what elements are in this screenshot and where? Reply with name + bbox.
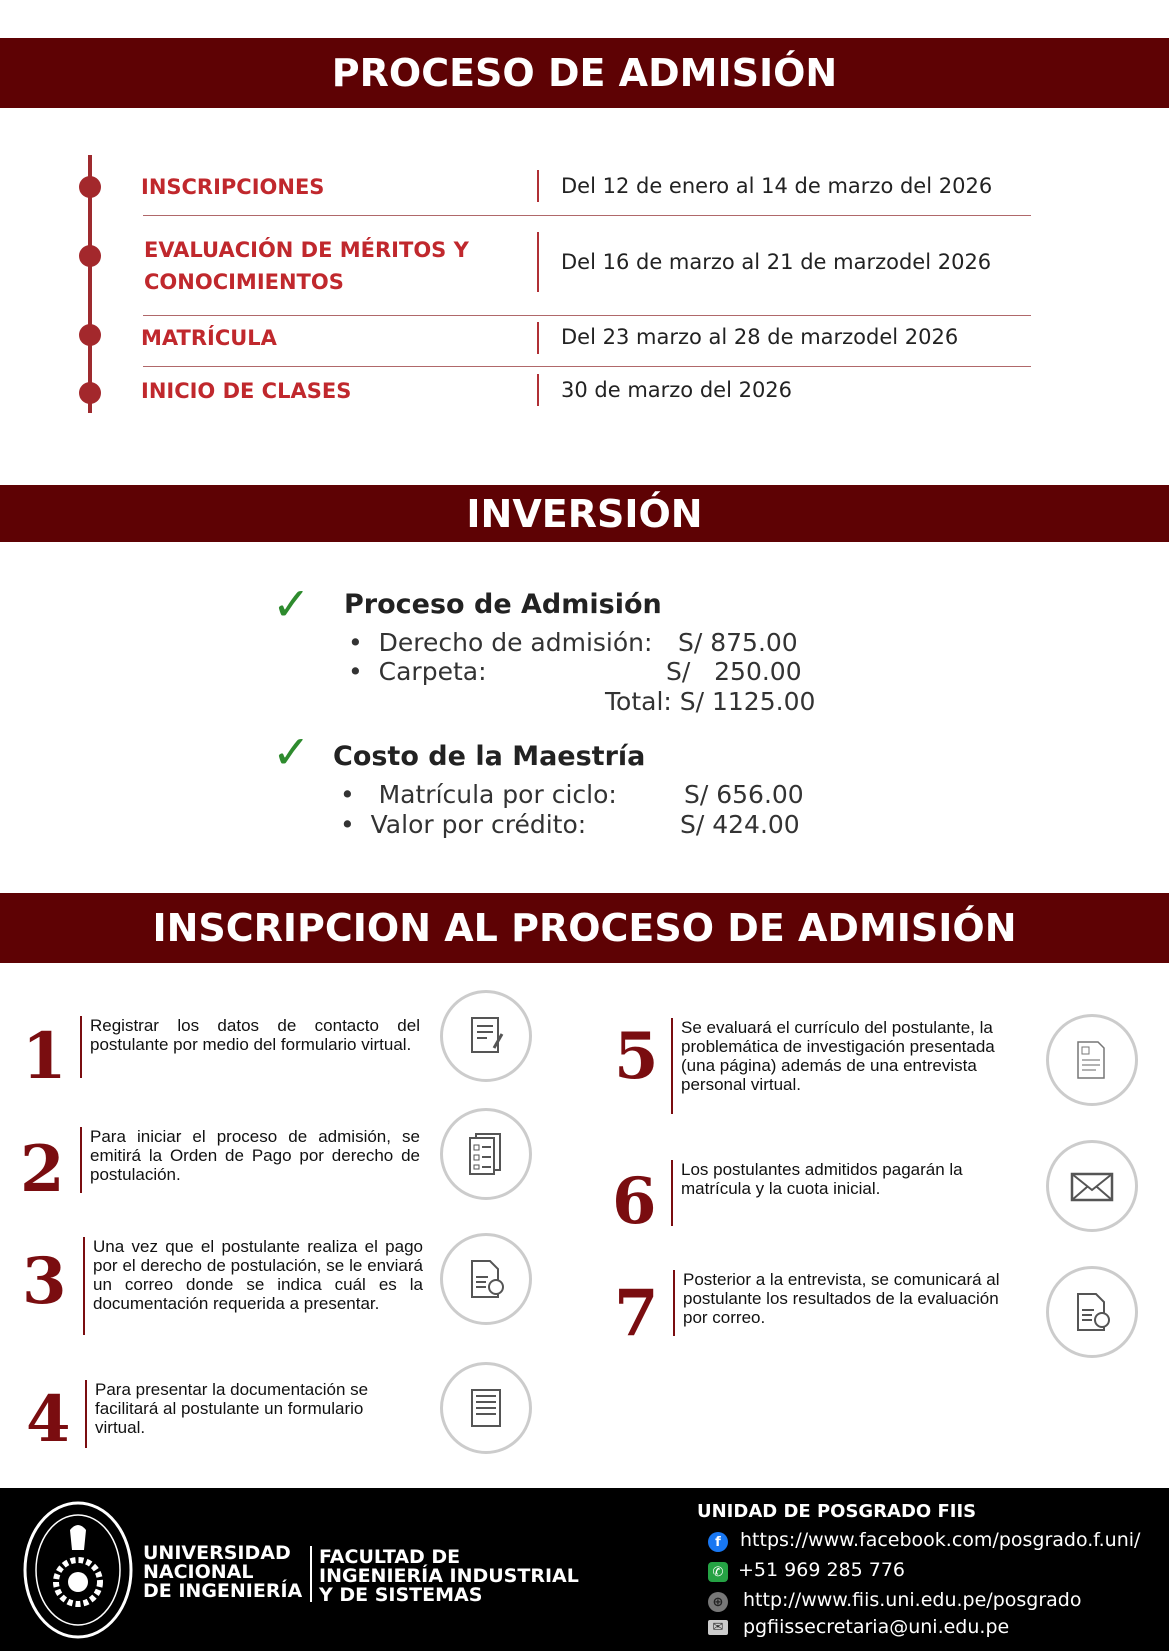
facebook-link[interactable]: https://www.facebook.com/posgrado.f.uni/ <box>740 1529 1141 1551</box>
divider <box>143 315 1031 316</box>
email-link[interactable]: pgfiissecretaria@uni.edu.pe <box>743 1616 1010 1638</box>
item-amount: S/ 875.00 <box>678 628 798 657</box>
timeline-dot <box>79 324 101 346</box>
section-header-admision: PROCESO DE ADMISIÓN <box>0 38 1169 108</box>
item-amount: S/ 424.00 <box>680 810 800 839</box>
timeline-value: Del 12 de enero al 14 de marzo del 2026 <box>561 174 993 198</box>
contact-title: UNIDAD DE POSGRADO FIIS <box>697 1501 977 1522</box>
checklist-icon <box>440 1108 532 1200</box>
section-header-inversion: INVERSIÓN <box>0 485 1169 542</box>
step-text: Para presentar la documentación se facilitará al postulante un formulario virtual. <box>85 1380 385 1448</box>
list-item: • Carpeta: <box>348 657 487 686</box>
divider <box>537 232 539 292</box>
item-label: Valor por crédito: <box>370 810 587 839</box>
timeline-label: INSCRIPCIONES <box>141 175 325 199</box>
globe-icon: ⊕ <box>708 1592 728 1612</box>
list-item: • Matrícula por ciclo: <box>340 780 617 809</box>
text-line: FACULTAD DE <box>319 1546 461 1568</box>
whatsapp-icon: ✆ <box>708 1562 728 1582</box>
text-line: DE INGENIERÍA <box>143 1580 303 1602</box>
timeline-value: Del 16 de marzo al 21 de marzodel 2026 <box>561 250 992 274</box>
form-edit-icon <box>440 990 532 1082</box>
university-name <box>143 1544 302 1601</box>
item-label: Carpeta: <box>378 657 487 686</box>
step-number: 1 <box>22 1019 67 1094</box>
university-seal-icon <box>22 1500 134 1640</box>
facebook-icon: f <box>708 1532 728 1552</box>
divider <box>537 170 539 202</box>
step-number: 3 <box>22 1244 67 1319</box>
timeline-label: MATRÍCULA <box>141 326 277 350</box>
item-amount: S/ 656.00 <box>684 780 804 809</box>
text-line: Y DE SISTEMAS <box>319 1584 483 1606</box>
step-text: Registrar los datos de contacto del postulante por medio del formulario virtual. <box>80 1016 420 1078</box>
invoice-icon <box>440 1233 532 1325</box>
step-text: Posterior a la entrevista, se comunicará al postulante los resultados de la evaluación por correo. <box>673 1270 1023 1336</box>
web-link[interactable]: http://www.fiis.uni.edu.pe/posgrado <box>743 1589 1082 1611</box>
total: Total: S/ 1125.00 <box>605 687 816 716</box>
timeline-label: EVALUACIÓN DE MÉRITOS Y CONOCIMIENTOS <box>144 238 469 294</box>
check-icon: ✓ <box>272 725 311 779</box>
inversion-maestria-title: Costo de la Maestría <box>333 741 646 772</box>
divider <box>143 215 1031 216</box>
list-item: • Valor por crédito: <box>340 810 587 839</box>
step-number: 5 <box>614 1019 659 1094</box>
envelope-icon <box>1046 1140 1138 1232</box>
timeline-dot <box>79 382 101 404</box>
online-form-icon <box>440 1362 532 1454</box>
item-amount: S/ 250.00 <box>666 657 802 686</box>
email-icon: ✉ <box>708 1620 728 1635</box>
item-label: Matrícula por ciclo: <box>378 780 617 809</box>
divider <box>143 366 1031 367</box>
phone[interactable]: +51 969 285 776 <box>738 1559 906 1581</box>
timeline-value: Del 23 marzo al 28 de marzodel 2026 <box>561 325 959 349</box>
check-icon: ✓ <box>272 577 311 631</box>
step-text: Una vez que el postulante realiza el pago por el derecho de postulación, se le enviará un correo donde se indica cuál es la documentación requerida a presentar. <box>83 1237 423 1335</box>
text-line: UNIVERSIDAD <box>143 1542 291 1564</box>
step-text: Se evaluará el currículo del postulante, la problemática de investigación presentada (una página) además de una entrevista personal virtual. <box>671 1018 1021 1114</box>
footer <box>0 1488 1169 1651</box>
list-item: • Derecho de admisión: <box>348 628 653 657</box>
divider <box>310 1546 312 1602</box>
faculty-name <box>319 1548 579 1605</box>
text-line: INGENIERÍA INDUSTRIAL <box>319 1565 579 1587</box>
step-number: 7 <box>614 1276 659 1351</box>
step-number: 2 <box>20 1132 65 1207</box>
step-number: 6 <box>612 1164 657 1239</box>
section-header-inscripcion: INSCRIPCION AL PROCESO DE ADMISIÓN <box>0 893 1169 963</box>
step-text: Los postulantes admitidos pagarán la matrícula y la cuota inicial. <box>671 1160 981 1226</box>
divider <box>537 374 539 406</box>
divider <box>537 322 539 354</box>
step-number: 4 <box>26 1382 71 1457</box>
invoice-icon <box>1046 1266 1138 1358</box>
timeline-label: INICIO DE CLASES <box>141 379 352 403</box>
step-text: Para iniciar el proceso de admisión, se emitirá la Orden de Pago por derecho de postulación. <box>80 1127 420 1193</box>
inversion-admision-title: Proceso de Admisión <box>344 589 662 620</box>
resume-icon <box>1046 1014 1138 1106</box>
timeline-dot <box>79 176 101 198</box>
timeline-value: 30 de marzo del 2026 <box>561 378 793 402</box>
text-line: NACIONAL <box>143 1561 254 1583</box>
timeline-dot <box>79 245 101 267</box>
item-label: Derecho de admisión: <box>378 628 653 657</box>
